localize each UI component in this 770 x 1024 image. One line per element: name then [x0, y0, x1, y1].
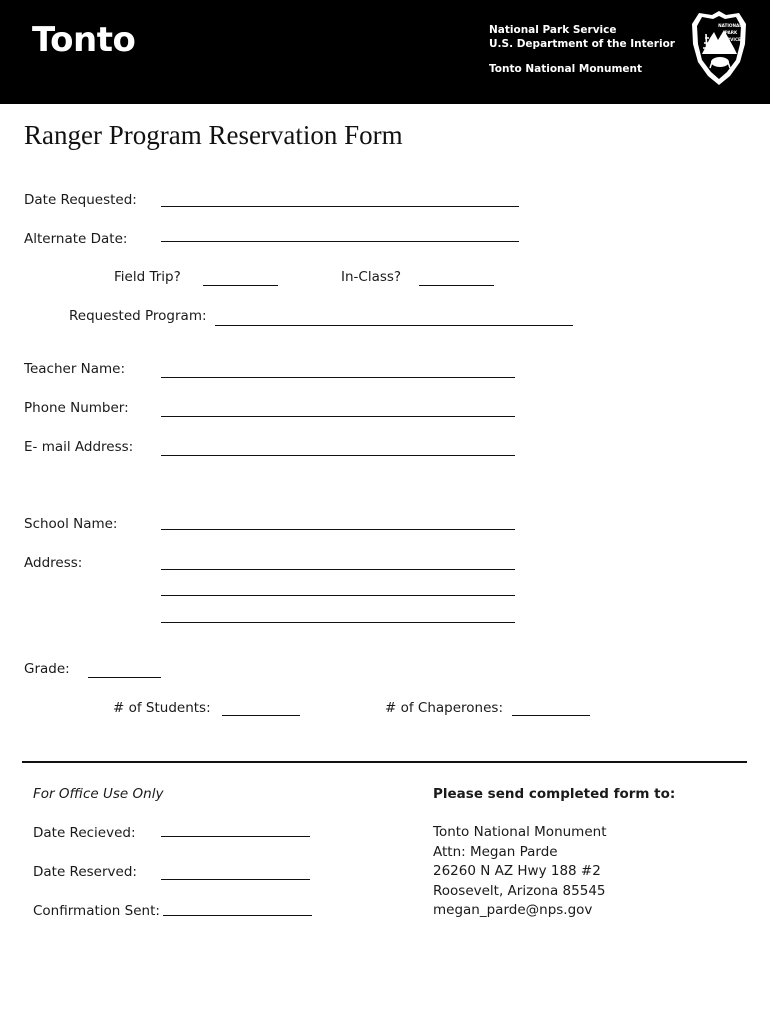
- school-name-label: School Name:: [24, 516, 118, 532]
- unit-name: Tonto National Monument: [489, 63, 643, 75]
- address-street: 26260 N AZ Hwy 188 #2: [433, 863, 601, 879]
- date-reserved-field[interactable]: [161, 879, 310, 880]
- field-trip-label: Field Trip?: [114, 269, 181, 285]
- section-divider: [22, 761, 747, 763]
- date-received-field[interactable]: [161, 836, 310, 837]
- teacher-name-field[interactable]: [161, 377, 515, 378]
- address-city: Roosevelt, Arizona 85545: [433, 882, 606, 899]
- address-field-line-2[interactable]: [161, 595, 515, 596]
- address-field-line-1[interactable]: [161, 569, 515, 570]
- in-class-field[interactable]: [419, 285, 494, 286]
- grade-field[interactable]: [88, 677, 161, 678]
- nps-arrowhead-logo-icon: [690, 10, 748, 86]
- students-label: # of Students:: [113, 700, 211, 716]
- address-label: Address:: [24, 555, 83, 571]
- date-received-label: Date Recieved:: [33, 825, 136, 841]
- students-field[interactable]: [222, 715, 300, 716]
- agency-block: [489, 23, 675, 76]
- form-title: Ranger Program Reservation Form: [24, 120, 403, 150]
- date-requested-field[interactable]: [161, 206, 519, 207]
- address-email[interactable]: megan_parde@nps.gov: [433, 902, 593, 918]
- svg-text:PARK: PARK: [724, 30, 738, 35]
- alternate-date-label: Alternate Date:: [24, 231, 128, 247]
- in-class-label: In-Class?: [341, 269, 402, 285]
- requested-program-label: Requested Program:: [69, 308, 207, 324]
- chaperones-label: # of Chaperones:: [385, 700, 503, 716]
- mailing-address: [433, 823, 606, 921]
- office-use-heading: For Office Use Only: [33, 786, 164, 802]
- date-reserved-label: Date Reserved:: [33, 864, 137, 880]
- confirmation-sent-label: Confirmation Sent:: [33, 903, 160, 919]
- header-banner: [0, 0, 770, 104]
- email-label: E- mail Address:: [24, 439, 134, 455]
- agency-line-1: National Park Service: [489, 24, 617, 36]
- alternate-date-field[interactable]: [161, 241, 519, 242]
- chaperones-field[interactable]: [512, 715, 590, 716]
- svg-text:SERVICE: SERVICE: [721, 37, 741, 42]
- school-name-field[interactable]: [161, 529, 515, 530]
- confirmation-sent-field[interactable]: [163, 915, 312, 916]
- svg-text:NATIONAL: NATIONAL: [718, 23, 742, 28]
- address-attn: Attn: Megan Parde: [433, 843, 558, 860]
- phone-number-label: Phone Number:: [24, 400, 129, 416]
- park-name: Tonto: [32, 20, 136, 60]
- date-requested-label: Date Requested:: [24, 192, 137, 208]
- field-trip-field[interactable]: [203, 285, 278, 286]
- agency-line-2: U.S. Department of the Interior: [489, 38, 675, 50]
- address-org: Tonto National Monument: [433, 824, 607, 840]
- requested-program-field[interactable]: [215, 325, 573, 326]
- teacher-name-label: Teacher Name:: [24, 361, 126, 377]
- address-field-line-3[interactable]: [161, 622, 515, 623]
- send-to-heading: Please send completed form to:: [433, 786, 676, 802]
- email-field[interactable]: [161, 455, 515, 456]
- phone-number-field[interactable]: [161, 416, 515, 417]
- grade-label: Grade:: [24, 661, 70, 677]
